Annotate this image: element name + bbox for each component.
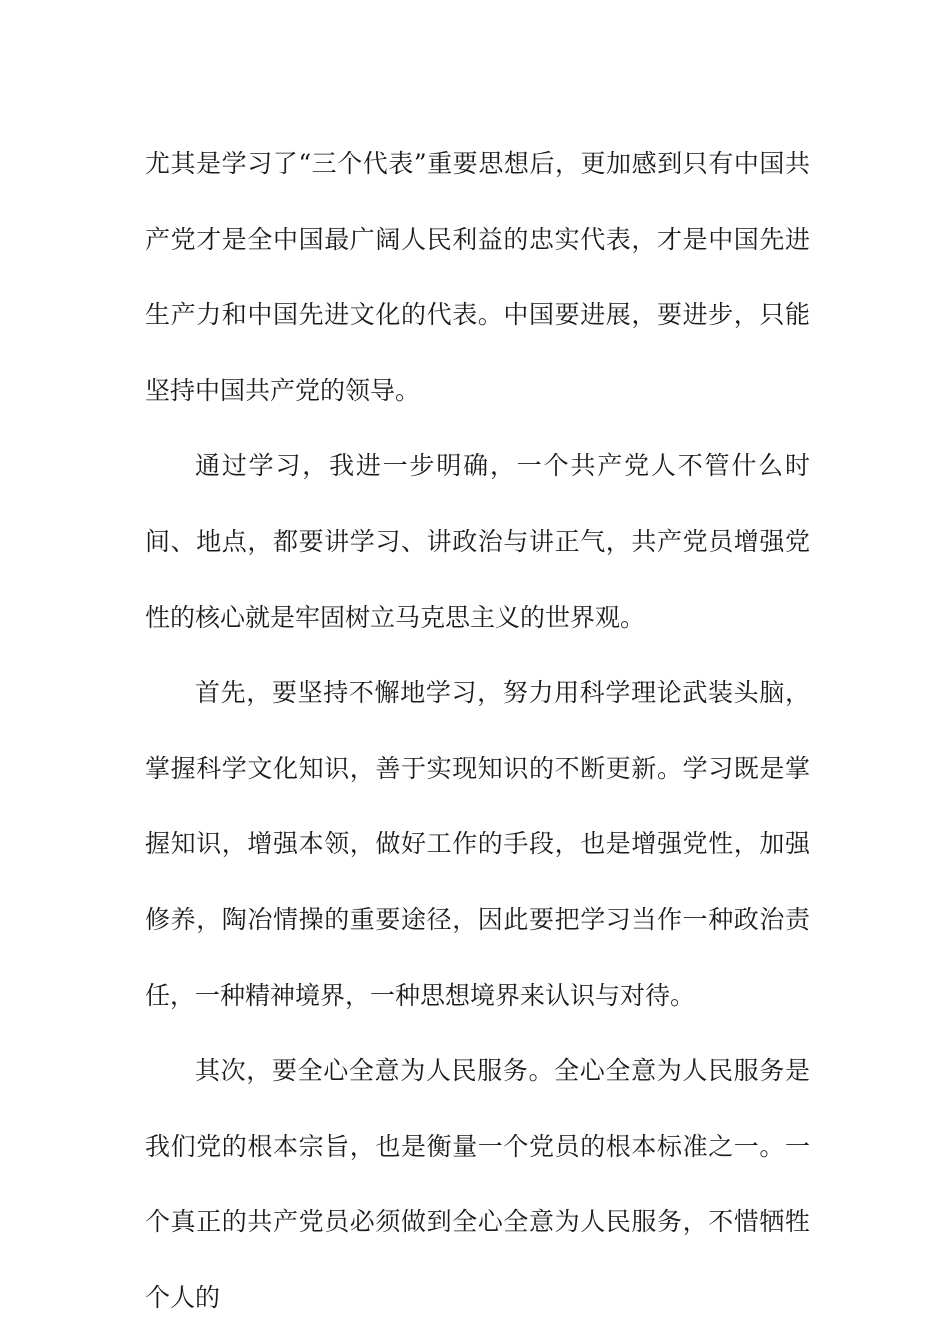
paragraph-second-serve-people: 其次，要全心全意为人民服务。全心全意为人民服务是我们党的根本宗旨，也是衡量一个党员的根本标准之一。一个真正的共产党员必须做到全心全意为人民服务，不惜牺牲个人的 [145,1056,810,1312]
document-body [145,126,810,1336]
paragraph-learning-clarity: 通过学习，我进一步明确，一个共产党人不管什么时间、地点，都要讲学习、讲政治与讲正气，共产党员增强党性的核心就是牢固树立马克思主义的世界观。 [145,451,810,632]
paragraph-continuation: 尤其是学习了“三个代表”重要思想后，更加感到只有中国共产党才是全中国最广阔人民利益的忠实代表，才是中国先进生产力和中国先进文化的代表。中国要进展，要进步，只能坚持中国共产党的领导。 [145,149,810,405]
paragraph-first-study: 首先，要坚持不懈地学习，努力用科学理论武装头脑，掌握科学文化知识，善于实现知识的不断更新。学习既是掌握知识，增强本领，做好工作的手段，也是增强党性，加强修养，陶冶情操的重要途径，因此要把学习当作一种政治责任，一种精神境界，一种思想境界来认识与对待。 [145,678,810,1010]
